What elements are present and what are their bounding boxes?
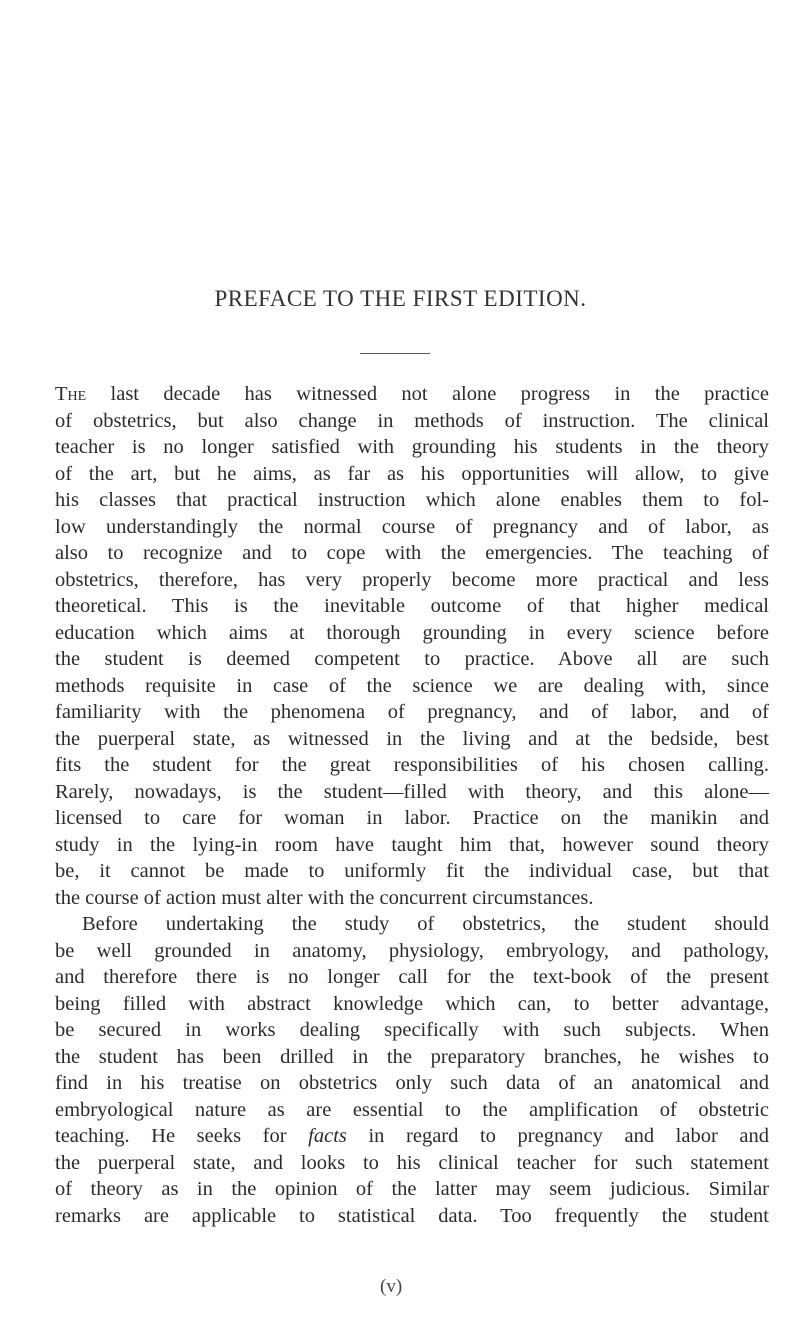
text-line: be well grounded in anatomy, physiology, embryology, and pathology, (55, 939, 769, 962)
emphasis: facts (308, 1125, 347, 1147)
heading-rule (360, 353, 430, 354)
text-line: the student is deemed competent to practice. Above all are such (55, 648, 769, 670)
text-line: find in his treatise on obstetrics only such data of an anatomical and (55, 1072, 769, 1094)
text-line: methods requisite in case of the science we are dealing with, since (55, 674, 769, 697)
preface-body (55, 381, 769, 1229)
text-line: of the art, but he aims, as far as his opportunities will allow, to give (55, 462, 769, 485)
text-line: teaching. He seeks for facts in regard to pregnancy and labor and (55, 1125, 770, 1147)
text-line: The last decade has witnessed not alone progress in the practice (55, 383, 769, 405)
text-line: teacher is no longer satisfied with grounding his students in the theory (55, 436, 769, 458)
text-line: familiarity with the phenomena of pregnancy, and of labor, and of (55, 701, 769, 723)
text-line: the course of action must alter with the concurrent circumstances. (55, 886, 594, 909)
text-line: remarks are applicable to statistical data. Too frequently the student (55, 1204, 769, 1227)
text-line: the student has been drilled in the preparatory branches, he wishes to (55, 1045, 769, 1068)
text-line: education which aims at thorough grounding in every science before (55, 621, 769, 644)
text-line: be secured in works dealing specifically with such subjects. When (55, 1019, 769, 1041)
text-line: the puerperal state, as witnessed in the living and at the bedside, best (55, 727, 769, 750)
text-line: fits the student for the great responsibilities of his chosen calling. (55, 754, 769, 776)
text-line: obstetrics, therefore, has very properly become more practical and less (55, 568, 769, 591)
text-line: Before undertaking the study of obstetrics, the student should (82, 913, 769, 935)
text-line: theoretical. This is the inevitable outcome of that higher medical (55, 595, 769, 617)
text-line: his classes that practical instruction which alone enables them to fol- (55, 489, 769, 511)
text-line: Rarely, nowadays, is the student—filled with theory, and this alone— (55, 780, 769, 803)
text-line: the puerperal state, and looks to his clinical teacher for such statement (55, 1151, 769, 1174)
page-number: (v) (380, 1276, 403, 1297)
text-line: licensed to care for woman in labor. Practice on the manikin and (55, 807, 769, 829)
page-heading: PREFACE TO THE FIRST EDITION. (214, 286, 587, 311)
text-line: study in the lying-in room have taught him that, however sound theory (55, 833, 769, 856)
lead-word: The (55, 383, 87, 405)
text-line: embryological nature as are essential to the amplification of obstetric (55, 1098, 769, 1121)
text-line: of theory as in the opinion of the latter may seem judicious. Similar (55, 1178, 769, 1200)
text-line: being filled with abstract knowledge which can, to better advantage, (55, 992, 769, 1015)
text-line: low understandingly the normal course of pregnancy and of labor, as (55, 515, 769, 538)
text-line: be, it cannot be made to uniformly fit the individual case, but that (55, 860, 769, 882)
text-line: of obstetrics, but also change in methods of instruction. The clinical (55, 409, 769, 432)
text-line: also to recognize and to cope with the emergencies. The teaching of (55, 542, 769, 564)
text-line: and therefore there is no longer call for the text-book of the present (55, 966, 769, 988)
